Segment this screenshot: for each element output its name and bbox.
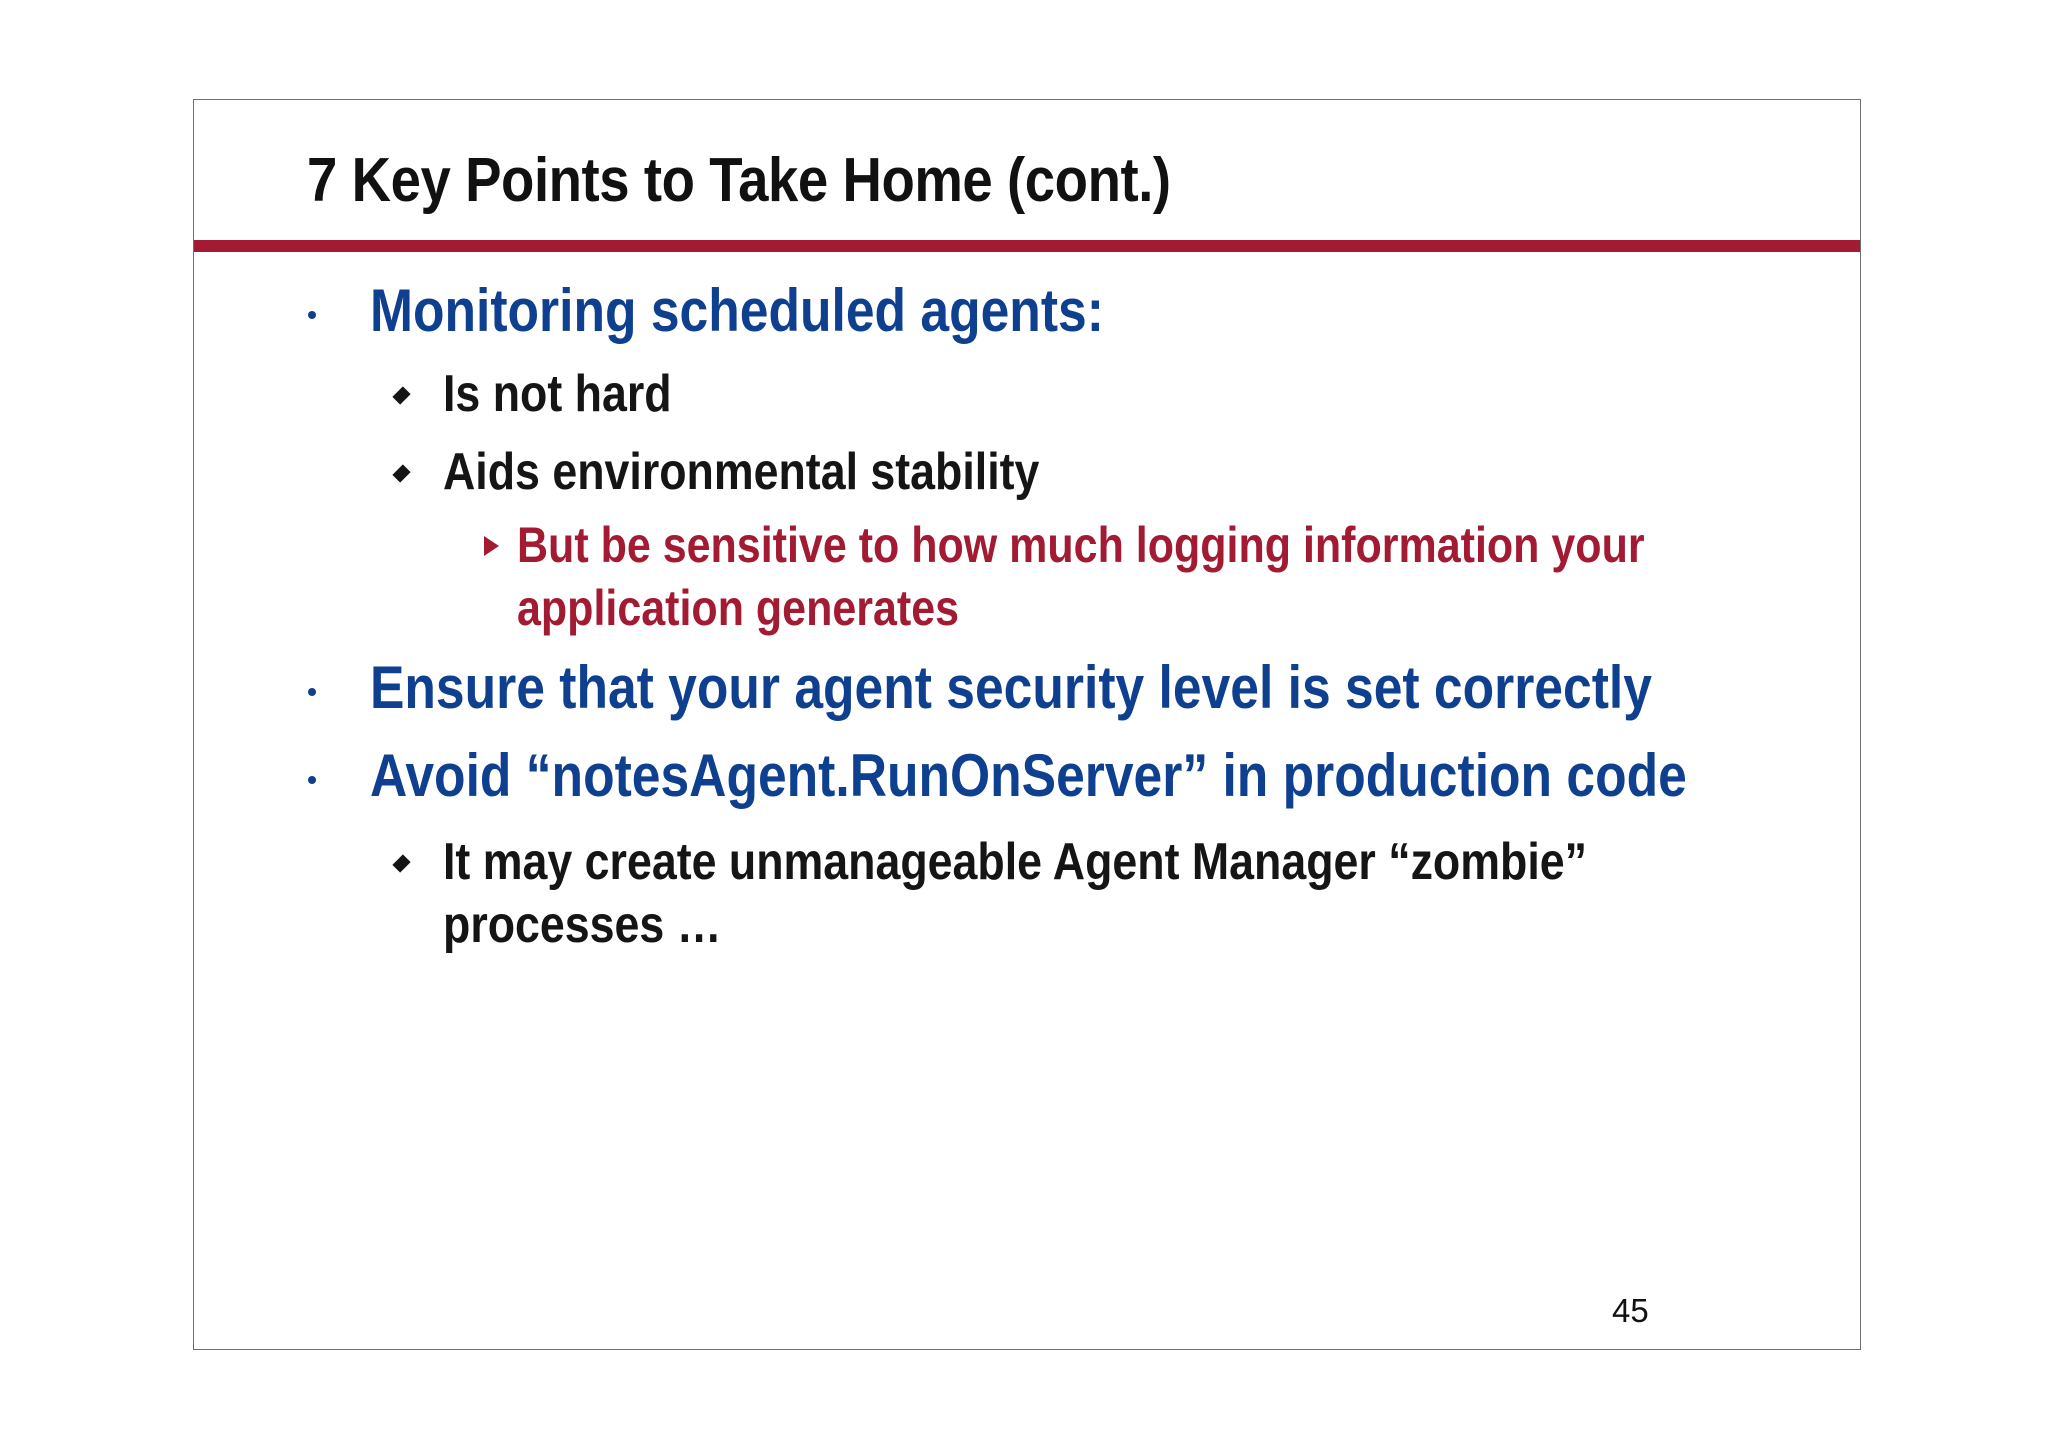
bullet-2-text: Ensure that your agent security level is set correctly [370, 654, 1652, 721]
bullet-3-text: Avoid “notesAgent.RunOnServer” in production code [370, 742, 1687, 809]
bullet-1-sub-1-text: Is not hard [443, 365, 672, 423]
slide-title: 7 Key Points to Take Home (cont.) [307, 146, 1171, 215]
bullet-3-sub-1-line-2: processes … [443, 896, 722, 954]
bullet-1-text: Monitoring scheduled agents: [370, 277, 1104, 344]
bullet-diamond-icon [392, 386, 410, 404]
bullet-triangle-icon [484, 536, 499, 556]
bullet-diamond-icon [392, 464, 410, 482]
bullet-1-sub-2-note-line-1: But be sensitive to how much logging information your [517, 517, 1645, 573]
page-number: 45 [1612, 1292, 1649, 1329]
bullet-dot-icon [308, 311, 316, 319]
bullet-1-sub-2-note-line-2: application generates [517, 580, 960, 636]
bullet-dot-icon [308, 688, 316, 696]
bullet-dot-icon [308, 776, 316, 784]
bullet-3-sub-1-line-1: It may create unmanageable Agent Manager “zombie” [443, 833, 1587, 891]
bullet-diamond-icon [392, 854, 410, 872]
bullet-1-sub-2-text: Aids environmental stability [443, 443, 1040, 501]
title-divider [194, 240, 1860, 252]
slide-frame [193, 99, 1861, 1350]
